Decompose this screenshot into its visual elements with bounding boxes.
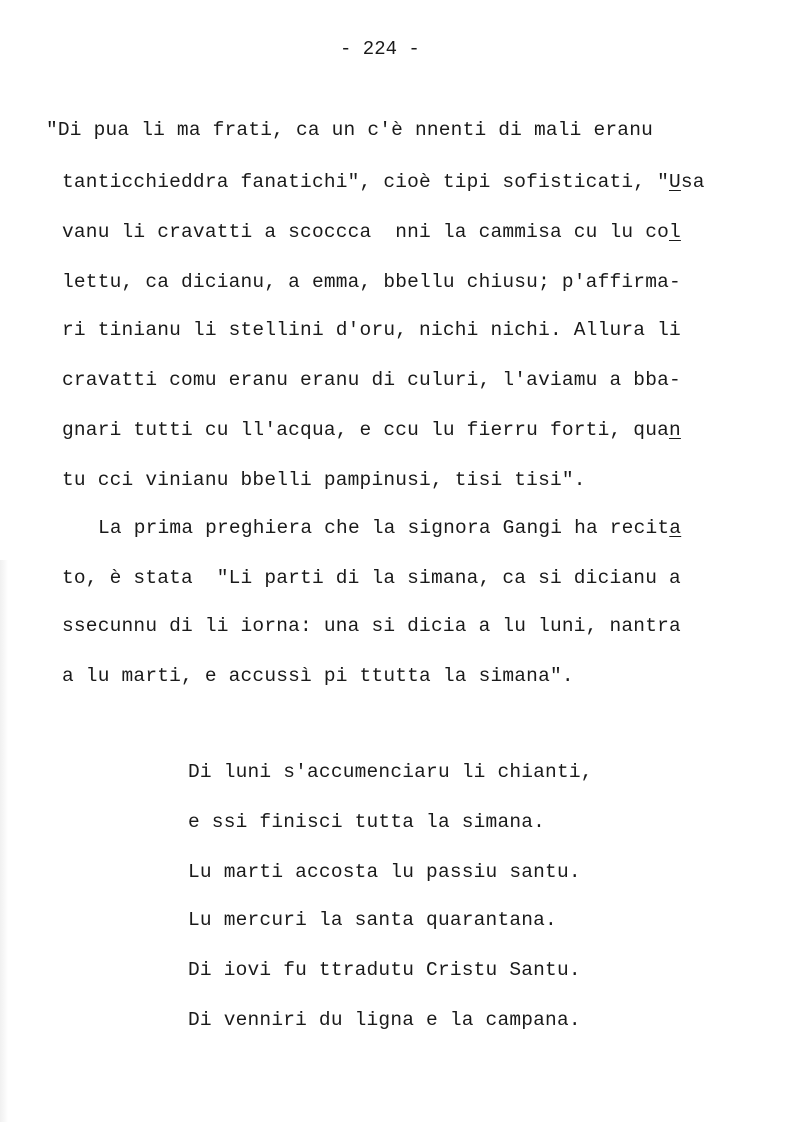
text-segment: tanticchieddra fanatichi", cioè tipi sofisticati, " [62,171,669,193]
text-segment: a lu marti, e accussì pi ttutta la simana". [62,665,574,687]
paragraph-line [62,220,681,244]
text-segment: "Di pua li ma frati, ca un c'è nnenti di mali eranu [46,119,653,141]
verse-line: e ssi finisci tutta la simana. [188,811,546,833]
paragraph-line [62,664,574,688]
verse-line: Di luni s'accumenciaru li chianti, [188,761,593,783]
text-segment: cravatti comu eranu eranu di culuri, l'aviamu a bba- [62,369,681,391]
text-segment: to, è stata "Li parti di la simana, ca si dicianu a [62,567,681,589]
scan-edge-shadow [0,560,8,1122]
page-number: - 224 - [340,38,420,60]
text-segment: sa [680,171,705,193]
verse-line: Di iovi fu ttradutu Cristu Santu. [188,959,581,981]
paragraph-line [62,170,705,194]
text-segment: La prima preghiera che la signora Gangi ha recit [98,517,670,539]
verse-line: Di venniri du ligna e la campana. [188,1009,581,1031]
text-segment: tu cci vinianu bbelli pampinusi, tisi tisi". [62,469,586,491]
verse-line: Lu mercuri la santa quarantana. [188,909,557,931]
paragraph-line [62,614,681,638]
paragraph-line [62,566,681,590]
paragraph-line [98,516,681,540]
paragraph-line [46,118,653,142]
underlined-letter: l [669,221,681,243]
underlined-letter: a [669,517,682,539]
paragraph-line [62,468,586,492]
verse-line: Lu marti accosta lu passiu santu. [188,861,581,883]
paragraph-line [62,418,681,442]
paragraph-line [62,270,681,294]
paragraph-line [62,368,681,392]
text-segment: gnari tutti cu ll'acqua, e ccu lu fierru forti, qua [62,419,669,441]
paragraph-line [62,318,681,342]
text-segment: ssecunnu di li iorna: una si dicia a lu luni, nantra [62,615,681,637]
underlined-letter: n [669,419,681,441]
text-segment: ri tinianu li stellini d'oru, nichi nichi. Allura li [62,319,681,341]
text-segment: lettu, ca dicianu, a emma, bbellu chiusu; p'affirma- [62,271,681,293]
underlined-letter: U [669,171,681,193]
text-segment: vanu li cravatti a scoccca nni la cammisa cu lu co [62,221,669,243]
